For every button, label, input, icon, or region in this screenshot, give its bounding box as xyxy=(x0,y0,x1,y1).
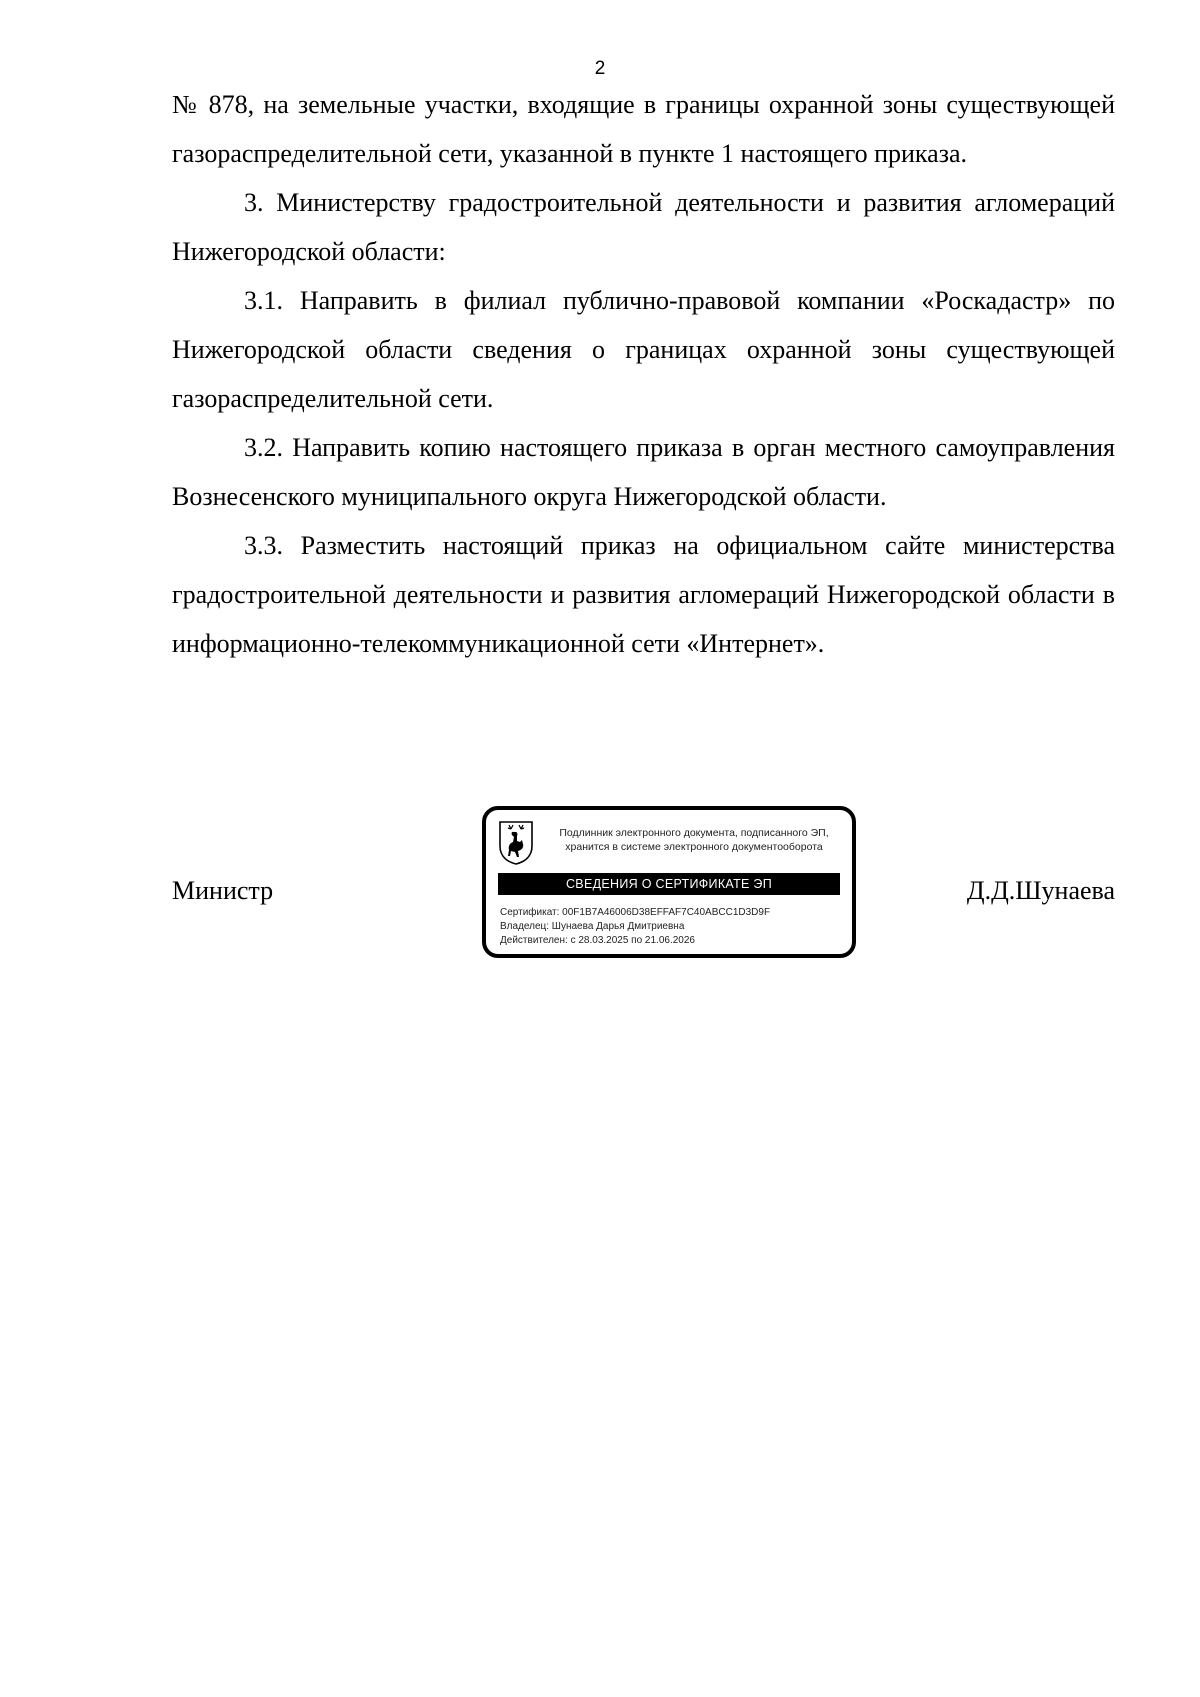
stamp-details xyxy=(500,906,840,948)
stamp-heading xyxy=(544,826,844,854)
signature-block xyxy=(172,806,1115,966)
certificate-owner: Владелец: Шунаева Дарья Дмитриевна xyxy=(500,921,685,932)
paragraph-item-3: 3. Министерству градостроительной деятельности и развития агломераций Нижегородской области: xyxy=(172,188,1115,266)
stamp-banner: СВЕДЕНИЯ О СЕРТИФИКАТЕ ЭП xyxy=(498,873,840,895)
certificate-validity: Действителен: с 28.03.2025 по 21.06.2026 xyxy=(500,935,695,946)
paragraph-item-3-3: 3.3. Разместить настоящий приказ на официальном сайте министерства градостроительной деятельности и развития агломераций Нижегородской области в информационно-телекоммуникационной сети «Интернет». xyxy=(172,531,1115,658)
certificate-number: Сертификат: 00F1B7A46006D38EFFAF7C40ABCC1D3D9F xyxy=(500,907,771,918)
paragraph-1: № 878, на земельные участки, входящие в границы охранной зоны существующей газораспределительной сети, указанной в пункте 1 настоящего приказа. xyxy=(172,90,1115,168)
paragraph-item-3-2: 3.2. Направить копию настоящего приказа в орган местного самоуправления Вознесенского муниципального округа Нижегородской области. xyxy=(172,433,1115,511)
page-number: 2 xyxy=(594,58,606,79)
deer-coat-of-arms-icon xyxy=(498,820,534,866)
stamp-heading-line-2: хранится в системе электронного документооборота xyxy=(565,841,823,853)
signatory-name: Д.Д.Шунаева xyxy=(966,876,1115,905)
electronic-signature-stamp xyxy=(482,806,856,958)
signatory-position: Министр xyxy=(172,876,274,905)
stamp-heading-line-1: Подлинник электронного документа, подписанного ЭП, xyxy=(559,827,829,839)
document-body xyxy=(172,80,1115,668)
paragraph-item-3-1: 3.1. Направить в филиал публично-правовой компании «Роскадастр» по Нижегородской области сведения о границах охранной зоны существующей газораспределительной сети. xyxy=(172,286,1115,413)
